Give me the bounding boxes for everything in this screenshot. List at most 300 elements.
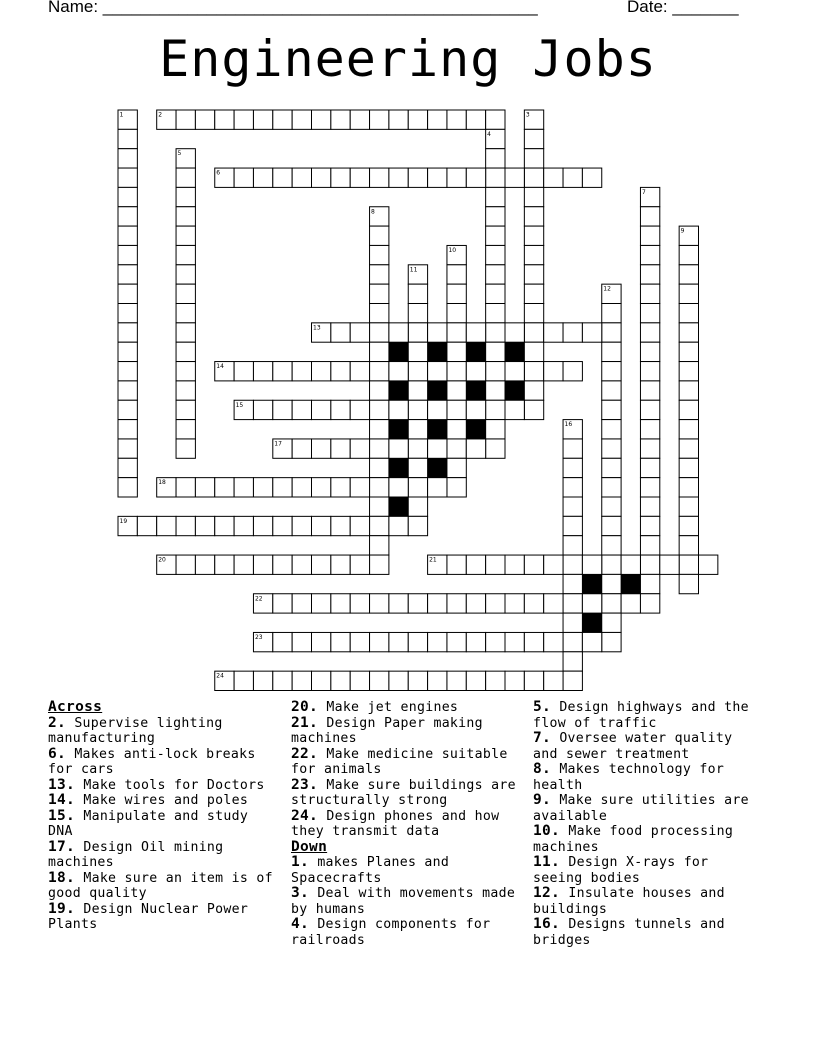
grid-cell[interactable]: [428, 110, 447, 129]
grid-cell[interactable]: [524, 400, 543, 419]
grid-cell[interactable]: [447, 400, 466, 419]
grid-cell[interactable]: [602, 420, 621, 439]
grid-cell[interactable]: [563, 632, 582, 651]
grid-cell[interactable]: [679, 304, 698, 323]
grid-cell[interactable]: [370, 497, 389, 516]
grid-cell[interactable]: [486, 555, 505, 574]
grid-cell[interactable]: [312, 632, 331, 651]
grid-cell[interactable]: [350, 400, 369, 419]
grid-cell[interactable]: [466, 323, 485, 342]
grid-cell[interactable]: [273, 400, 292, 419]
grid-cell[interactable]: [679, 536, 698, 555]
grid-cell[interactable]: [331, 323, 350, 342]
grid-cell[interactable]: [331, 478, 350, 497]
grid-cell[interactable]: [524, 245, 543, 264]
grid-cell[interactable]: [331, 671, 350, 690]
grid-cell[interactable]: [563, 652, 582, 671]
grid-cell[interactable]: [428, 478, 447, 497]
grid-cell[interactable]: [640, 400, 659, 419]
grid-cell[interactable]: [273, 555, 292, 574]
grid-cell[interactable]: [350, 671, 369, 690]
grid-cell[interactable]: [176, 187, 195, 206]
grid-cell[interactable]: [253, 555, 272, 574]
grid-cell[interactable]: [408, 632, 427, 651]
grid-cell[interactable]: [292, 168, 311, 187]
grid-cell[interactable]: [176, 245, 195, 264]
grid-cell[interactable]: [176, 555, 195, 574]
grid-cell[interactable]: [292, 516, 311, 535]
grid-cell[interactable]: [253, 110, 272, 129]
grid-cell[interactable]: [312, 478, 331, 497]
grid-cell[interactable]: [176, 362, 195, 381]
grid-cell[interactable]: [447, 439, 466, 458]
grid-cell[interactable]: [292, 555, 311, 574]
grid-cell[interactable]: [331, 594, 350, 613]
grid-cell[interactable]: [679, 555, 698, 574]
grid-cell[interactable]: [176, 439, 195, 458]
grid-cell[interactable]: [524, 342, 543, 361]
grid-cell[interactable]: [370, 323, 389, 342]
grid-cell[interactable]: [505, 362, 524, 381]
grid-cell[interactable]: [524, 284, 543, 303]
grid-cell[interactable]: [640, 420, 659, 439]
grid-cell[interactable]: [582, 594, 601, 613]
grid-cell[interactable]: [679, 381, 698, 400]
grid-cell[interactable]: [486, 420, 505, 439]
grid-cell[interactable]: [486, 594, 505, 613]
grid-cell[interactable]: [118, 284, 137, 303]
grid-cell[interactable]: [370, 400, 389, 419]
grid-cell[interactable]: [486, 632, 505, 651]
grid-cell[interactable]: [466, 110, 485, 129]
grid-cell[interactable]: [486, 381, 505, 400]
grid-cell[interactable]: [370, 478, 389, 497]
grid-cell[interactable]: [505, 323, 524, 342]
grid-cell[interactable]: [602, 323, 621, 342]
grid-cell[interactable]: [563, 478, 582, 497]
grid-cell[interactable]: [292, 594, 311, 613]
grid-cell[interactable]: [447, 362, 466, 381]
grid-cell[interactable]: [350, 555, 369, 574]
grid-cell[interactable]: [370, 632, 389, 651]
grid-cell[interactable]: [273, 594, 292, 613]
grid-cell[interactable]: [486, 226, 505, 245]
grid-cell[interactable]: [486, 342, 505, 361]
grid-cell[interactable]: [137, 516, 156, 535]
grid-cell[interactable]: [640, 439, 659, 458]
grid-cell[interactable]: [370, 245, 389, 264]
grid-cell[interactable]: [176, 323, 195, 342]
grid-cell[interactable]: [389, 478, 408, 497]
grid-cell[interactable]: [176, 420, 195, 439]
grid-cell[interactable]: [602, 632, 621, 651]
grid-cell[interactable]: [447, 555, 466, 574]
grid-cell[interactable]: [602, 497, 621, 516]
grid-cell[interactable]: [563, 516, 582, 535]
grid-cell[interactable]: [234, 478, 253, 497]
grid-cell[interactable]: [640, 265, 659, 284]
grid-cell[interactable]: [176, 284, 195, 303]
grid-cell[interactable]: [486, 207, 505, 226]
grid-cell[interactable]: [331, 400, 350, 419]
grid-cell[interactable]: [234, 110, 253, 129]
grid-cell[interactable]: [312, 168, 331, 187]
grid-cell[interactable]: [563, 574, 582, 593]
grid-cell[interactable]: [640, 342, 659, 361]
grid-cell[interactable]: [370, 110, 389, 129]
grid-cell[interactable]: [273, 110, 292, 129]
grid-cell[interactable]: [466, 400, 485, 419]
grid-cell[interactable]: [408, 284, 427, 303]
grid-cell[interactable]: [215, 555, 234, 574]
grid-cell[interactable]: [118, 362, 137, 381]
grid-cell[interactable]: [215, 110, 234, 129]
grid-cell[interactable]: [389, 594, 408, 613]
grid-cell[interactable]: [389, 362, 408, 381]
grid-cell[interactable]: [524, 323, 543, 342]
grid-cell[interactable]: [370, 168, 389, 187]
grid-cell[interactable]: [524, 168, 543, 187]
grid-cell[interactable]: [447, 671, 466, 690]
grid-cell[interactable]: [505, 594, 524, 613]
grid-cell[interactable]: [370, 671, 389, 690]
grid-cell[interactable]: [602, 304, 621, 323]
grid-cell[interactable]: [602, 400, 621, 419]
grid-cell[interactable]: [524, 226, 543, 245]
grid-cell[interactable]: [408, 497, 427, 516]
grid-cell[interactable]: [428, 439, 447, 458]
grid-cell[interactable]: [350, 632, 369, 651]
grid-cell[interactable]: [253, 671, 272, 690]
grid-cell[interactable]: [602, 342, 621, 361]
grid-cell[interactable]: [215, 478, 234, 497]
grid-cell[interactable]: [447, 458, 466, 477]
grid-cell[interactable]: [640, 516, 659, 535]
grid-cell[interactable]: [312, 594, 331, 613]
grid-cell[interactable]: [563, 594, 582, 613]
grid-cell[interactable]: [679, 265, 698, 284]
grid-cell[interactable]: [640, 594, 659, 613]
grid-cell[interactable]: [447, 342, 466, 361]
grid-cell[interactable]: [118, 149, 137, 168]
grid-cell[interactable]: [524, 304, 543, 323]
grid-cell[interactable]: [350, 516, 369, 535]
grid-cell[interactable]: [253, 362, 272, 381]
grid-cell[interactable]: [195, 516, 214, 535]
grid-cell[interactable]: [544, 671, 563, 690]
grid-cell[interactable]: [350, 110, 369, 129]
grid-cell[interactable]: [370, 381, 389, 400]
grid-cell[interactable]: [292, 632, 311, 651]
grid-cell[interactable]: [486, 400, 505, 419]
grid-cell[interactable]: [350, 594, 369, 613]
grid-cell[interactable]: [428, 168, 447, 187]
grid-cell[interactable]: [679, 245, 698, 264]
grid-cell[interactable]: [408, 516, 427, 535]
grid-cell[interactable]: [389, 168, 408, 187]
grid-cell[interactable]: [524, 149, 543, 168]
grid-cell[interactable]: [602, 362, 621, 381]
grid-cell[interactable]: [679, 516, 698, 535]
grid-cell[interactable]: [389, 439, 408, 458]
name-field[interactable]: Name: ______________________________________________: [48, 0, 538, 16]
grid-cell[interactable]: [582, 555, 601, 574]
grid-cell[interactable]: [118, 323, 137, 342]
grid-cell[interactable]: [582, 323, 601, 342]
grid-cell[interactable]: [466, 632, 485, 651]
grid-cell[interactable]: [563, 323, 582, 342]
grid-cell[interactable]: [679, 439, 698, 458]
grid-cell[interactable]: [176, 516, 195, 535]
grid-cell[interactable]: [176, 478, 195, 497]
grid-cell[interactable]: [389, 110, 408, 129]
grid-cell[interactable]: [447, 420, 466, 439]
grid-cell[interactable]: [408, 671, 427, 690]
grid-cell[interactable]: [234, 168, 253, 187]
grid-cell[interactable]: [447, 304, 466, 323]
grid-cell[interactable]: [234, 362, 253, 381]
grid-cell[interactable]: [563, 671, 582, 690]
grid-cell[interactable]: [273, 632, 292, 651]
grid-cell[interactable]: [524, 265, 543, 284]
grid-cell[interactable]: [370, 304, 389, 323]
grid-cell[interactable]: [176, 304, 195, 323]
grid-cell[interactable]: [524, 594, 543, 613]
grid-cell[interactable]: [408, 342, 427, 361]
grid-cell[interactable]: [640, 555, 659, 574]
grid-cell[interactable]: [602, 594, 621, 613]
grid-cell[interactable]: [428, 632, 447, 651]
grid-cell[interactable]: [447, 168, 466, 187]
grid-cell[interactable]: [331, 632, 350, 651]
grid-cell[interactable]: [370, 516, 389, 535]
grid-cell[interactable]: [447, 110, 466, 129]
grid-cell[interactable]: [563, 555, 582, 574]
grid-cell[interactable]: [370, 594, 389, 613]
grid-cell[interactable]: [544, 362, 563, 381]
grid-cell[interactable]: [563, 458, 582, 477]
grid-cell[interactable]: [640, 458, 659, 477]
grid-cell[interactable]: [350, 478, 369, 497]
grid-cell[interactable]: [640, 304, 659, 323]
grid-cell[interactable]: [428, 400, 447, 419]
grid-cell[interactable]: [350, 439, 369, 458]
grid-cell[interactable]: [234, 671, 253, 690]
grid-cell[interactable]: [679, 497, 698, 516]
grid-cell[interactable]: [486, 245, 505, 264]
grid-cell[interactable]: [253, 478, 272, 497]
grid-cell[interactable]: [640, 245, 659, 264]
grid-cell[interactable]: [408, 110, 427, 129]
grid-cell[interactable]: [524, 187, 543, 206]
grid-cell[interactable]: [640, 381, 659, 400]
grid-cell[interactable]: [215, 516, 234, 535]
grid-cell[interactable]: [544, 323, 563, 342]
grid-cell[interactable]: [466, 555, 485, 574]
grid-cell[interactable]: [486, 439, 505, 458]
grid-cell[interactable]: [582, 168, 601, 187]
grid-cell[interactable]: [563, 613, 582, 632]
grid-cell[interactable]: [447, 323, 466, 342]
grid-cell[interactable]: [544, 594, 563, 613]
grid-cell[interactable]: [195, 478, 214, 497]
grid-cell[interactable]: [292, 400, 311, 419]
grid-cell[interactable]: [699, 555, 718, 574]
grid-cell[interactable]: [118, 420, 137, 439]
grid-cell[interactable]: [176, 207, 195, 226]
grid-cell[interactable]: [428, 362, 447, 381]
grid-cell[interactable]: [312, 439, 331, 458]
grid-cell[interactable]: [195, 555, 214, 574]
grid-cell[interactable]: [195, 110, 214, 129]
grid-cell[interactable]: [679, 323, 698, 342]
grid-cell[interactable]: [408, 478, 427, 497]
grid-cell[interactable]: [370, 536, 389, 555]
grid-cell[interactable]: [331, 168, 350, 187]
grid-cell[interactable]: [505, 168, 524, 187]
grid-cell[interactable]: [544, 168, 563, 187]
grid-cell[interactable]: [331, 439, 350, 458]
grid-cell[interactable]: [602, 439, 621, 458]
grid-cell[interactable]: [176, 265, 195, 284]
grid-cell[interactable]: [118, 304, 137, 323]
grid-cell[interactable]: [370, 458, 389, 477]
grid-cell[interactable]: [118, 245, 137, 264]
grid-cell[interactable]: [486, 284, 505, 303]
grid-cell[interactable]: [447, 478, 466, 497]
grid-cell[interactable]: [486, 110, 505, 129]
grid-cell[interactable]: [389, 632, 408, 651]
grid-cell[interactable]: [524, 671, 543, 690]
grid-cell[interactable]: [312, 362, 331, 381]
grid-cell[interactable]: [602, 478, 621, 497]
grid-cell[interactable]: [679, 284, 698, 303]
grid-cell[interactable]: [292, 478, 311, 497]
grid-cell[interactable]: [370, 342, 389, 361]
grid-cell[interactable]: [253, 516, 272, 535]
grid-cell[interactable]: [312, 400, 331, 419]
grid-cell[interactable]: [640, 207, 659, 226]
grid-cell[interactable]: [602, 458, 621, 477]
grid-cell[interactable]: [505, 400, 524, 419]
grid-cell[interactable]: [621, 594, 640, 613]
grid-cell[interactable]: [447, 284, 466, 303]
grid-cell[interactable]: [118, 400, 137, 419]
grid-cell[interactable]: [486, 671, 505, 690]
grid-cell[interactable]: [679, 342, 698, 361]
grid-cell[interactable]: [389, 400, 408, 419]
grid-cell[interactable]: [292, 671, 311, 690]
grid-cell[interactable]: [408, 400, 427, 419]
grid-cell[interactable]: [118, 168, 137, 187]
grid-cell[interactable]: [679, 362, 698, 381]
grid-cell[interactable]: [447, 632, 466, 651]
grid-cell[interactable]: [486, 323, 505, 342]
grid-cell[interactable]: [312, 516, 331, 535]
grid-cell[interactable]: [118, 439, 137, 458]
grid-cell[interactable]: [370, 439, 389, 458]
grid-cell[interactable]: [447, 265, 466, 284]
grid-cell[interactable]: [640, 362, 659, 381]
grid-cell[interactable]: [486, 168, 505, 187]
grid-cell[interactable]: [621, 555, 640, 574]
grid-cell[interactable]: [602, 574, 621, 593]
grid-cell[interactable]: [466, 671, 485, 690]
grid-cell[interactable]: [640, 574, 659, 593]
grid-cell[interactable]: [118, 226, 137, 245]
grid-cell[interactable]: [176, 342, 195, 361]
grid-cell[interactable]: [292, 439, 311, 458]
grid-cell[interactable]: [331, 516, 350, 535]
grid-cell[interactable]: [118, 129, 137, 148]
grid-cell[interactable]: [563, 362, 582, 381]
grid-cell[interactable]: [273, 168, 292, 187]
grid-cell[interactable]: [563, 536, 582, 555]
grid-cell[interactable]: [486, 149, 505, 168]
grid-cell[interactable]: [389, 671, 408, 690]
grid-cell[interactable]: [602, 381, 621, 400]
grid-cell[interactable]: [234, 555, 253, 574]
grid-cell[interactable]: [466, 439, 485, 458]
grid-cell[interactable]: [524, 207, 543, 226]
grid-cell[interactable]: [370, 226, 389, 245]
grid-cell[interactable]: [253, 400, 272, 419]
grid-cell[interactable]: [408, 381, 427, 400]
grid-cell[interactable]: [370, 284, 389, 303]
grid-cell[interactable]: [602, 613, 621, 632]
grid-cell[interactable]: [292, 362, 311, 381]
grid-cell[interactable]: [428, 594, 447, 613]
grid-cell[interactable]: [331, 362, 350, 381]
grid-cell[interactable]: [408, 323, 427, 342]
grid-cell[interactable]: [640, 497, 659, 516]
grid-cell[interactable]: [370, 362, 389, 381]
grid-cell[interactable]: [563, 497, 582, 516]
grid-cell[interactable]: [524, 129, 543, 148]
grid-cell[interactable]: [370, 265, 389, 284]
grid-cell[interactable]: [118, 381, 137, 400]
grid-cell[interactable]: [312, 110, 331, 129]
grid-cell[interactable]: [447, 381, 466, 400]
grid-cell[interactable]: [408, 304, 427, 323]
grid-cell[interactable]: [466, 362, 485, 381]
grid-cell[interactable]: [350, 362, 369, 381]
grid-cell[interactable]: [640, 478, 659, 497]
grid-cell[interactable]: [176, 381, 195, 400]
grid-cell[interactable]: [524, 632, 543, 651]
grid-cell[interactable]: [505, 632, 524, 651]
grid-cell[interactable]: [466, 168, 485, 187]
grid-cell[interactable]: [563, 168, 582, 187]
grid-cell[interactable]: [679, 420, 698, 439]
grid-cell[interactable]: [505, 671, 524, 690]
grid-cell[interactable]: [176, 168, 195, 187]
grid-cell[interactable]: [253, 168, 272, 187]
grid-cell[interactable]: [486, 187, 505, 206]
grid-cell[interactable]: [602, 536, 621, 555]
grid-cell[interactable]: [273, 671, 292, 690]
grid-cell[interactable]: [505, 555, 524, 574]
grid-cell[interactable]: [640, 226, 659, 245]
date-field[interactable]: Date: _______: [627, 0, 739, 16]
grid-cell[interactable]: [428, 323, 447, 342]
grid-cell[interactable]: [292, 110, 311, 129]
grid-cell[interactable]: [408, 594, 427, 613]
grid-cell[interactable]: [679, 400, 698, 419]
grid-cell[interactable]: [408, 168, 427, 187]
grid-cell[interactable]: [118, 207, 137, 226]
grid-cell[interactable]: [331, 555, 350, 574]
